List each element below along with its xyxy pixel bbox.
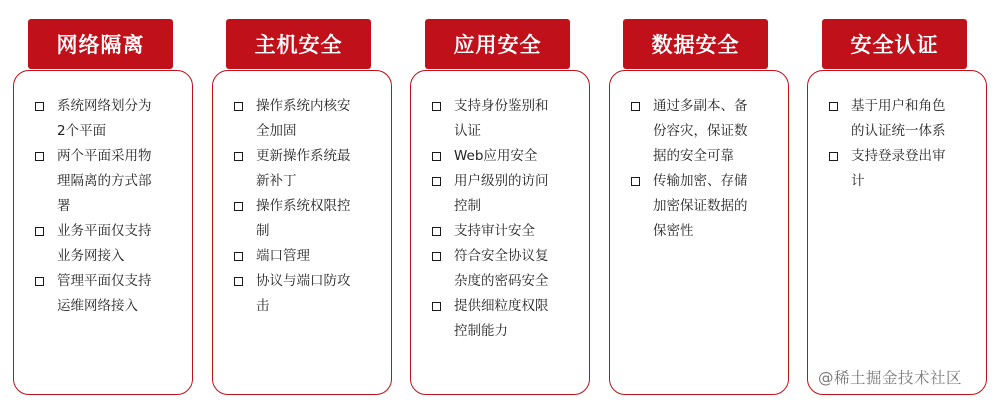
square-bullet-icon (234, 202, 243, 211)
list-item (410, 219, 594, 244)
column-title: 数据安全 (623, 19, 768, 69)
column-title: 主机安全 (226, 19, 371, 69)
item-text: 操作系统权限控制 (256, 198, 351, 239)
square-bullet-icon (829, 102, 838, 111)
list-item (807, 144, 991, 194)
column-title: 网络隔离 (28, 19, 173, 69)
list-item (410, 294, 594, 344)
item-text: 管理平面仅支持运维网络接入 (57, 273, 152, 314)
item-text: 支持审计安全 (454, 223, 535, 239)
square-bullet-icon (35, 277, 44, 286)
square-bullet-icon (432, 102, 441, 111)
list-item (609, 94, 793, 169)
square-bullet-icon (234, 102, 243, 111)
item-text: 更新操作系统最新补丁 (256, 148, 351, 189)
column-title: 应用安全 (425, 19, 570, 69)
square-bullet-icon (631, 102, 640, 111)
square-bullet-icon (35, 102, 44, 111)
item-text: 符合安全协议复杂度的密码安全 (454, 248, 549, 289)
item-list (212, 94, 396, 319)
square-bullet-icon (432, 302, 441, 311)
list-item (13, 144, 197, 219)
square-bullet-icon (35, 227, 44, 236)
item-text: 协议与端口防攻击 (256, 273, 351, 314)
item-text: 传输加密、存储加密保证数据的保密性 (653, 173, 748, 239)
item-text: 端口管理 (256, 248, 310, 264)
item-text: 系统网络划分为2个平面 (57, 98, 152, 139)
item-text: 两个平面采用物理隔离的方式部署 (57, 148, 152, 214)
item-text: 操作系统内核安全加固 (256, 98, 351, 139)
square-bullet-icon (432, 152, 441, 161)
column-host-security (212, 0, 396, 403)
list-item (410, 169, 594, 219)
list-item (13, 219, 197, 269)
square-bullet-icon (432, 177, 441, 186)
column-security-authentication (807, 0, 991, 403)
square-bullet-icon (432, 227, 441, 236)
item-text: 用户级别的访问控制 (454, 173, 549, 214)
item-text: 基于用户和角色的认证统一体系 (851, 98, 946, 139)
item-text: 业务平面仅支持业务网接入 (57, 223, 152, 264)
item-text: 支持登录登出审计 (851, 148, 946, 189)
item-list (13, 94, 197, 319)
list-item (410, 244, 594, 294)
column-title: 安全认证 (822, 19, 967, 69)
list-item (212, 244, 396, 269)
item-text: 提供细粒度权限控制能力 (454, 298, 549, 339)
item-text: Web应用安全 (454, 148, 538, 164)
item-list (410, 94, 594, 344)
square-bullet-icon (35, 152, 44, 161)
list-item (410, 94, 594, 144)
column-application-security (410, 0, 594, 403)
square-bullet-icon (234, 252, 243, 261)
list-item (212, 194, 396, 244)
list-item (609, 169, 793, 244)
list-item (212, 269, 396, 319)
item-list (807, 94, 991, 194)
list-item (410, 144, 594, 169)
watermark-text: @稀土掘金技术社区 (818, 369, 963, 387)
item-text: 通过多副本、备份容灾，保证数据的安全可靠 (653, 98, 748, 164)
square-bullet-icon (234, 277, 243, 286)
list-item (212, 94, 396, 144)
square-bullet-icon (829, 152, 838, 161)
square-bullet-icon (432, 252, 441, 261)
item-list (609, 94, 793, 244)
square-bullet-icon (631, 177, 640, 186)
list-item (13, 94, 197, 144)
item-text: 支持身份鉴别和认证 (454, 98, 549, 139)
list-item (807, 94, 991, 144)
list-item (13, 269, 197, 319)
square-bullet-icon (234, 152, 243, 161)
column-network-isolation (13, 0, 197, 403)
column-data-security (609, 0, 793, 403)
list-item (212, 144, 396, 194)
